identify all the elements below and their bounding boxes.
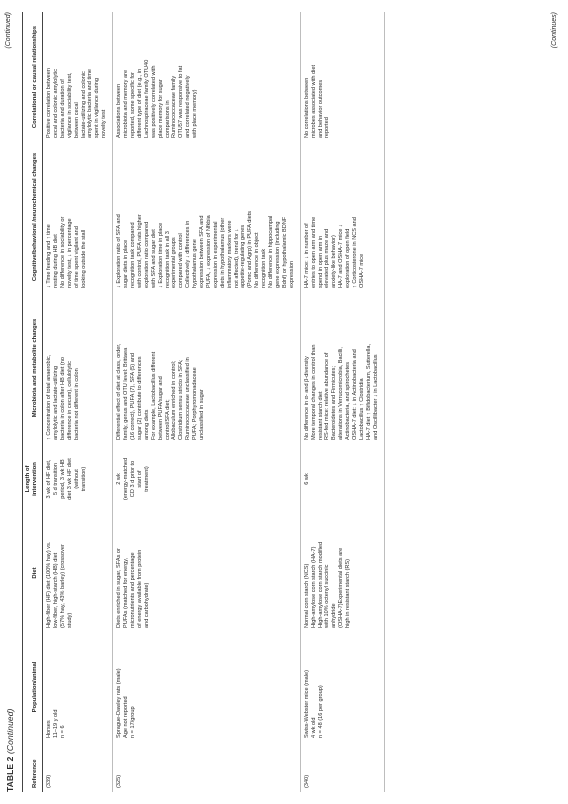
cell-diet-line: and carbohydrate) [143,582,150,628]
continued-bottom-note: (Continues) [551,12,558,49]
cell-microbiota-line: HA-7 diet ↑ Bifidobacterium, Sutterella, [365,343,372,440]
header-relationships: Correlational or causal relationships [23,12,43,142]
cell-relationships-line: bacteria and duration of [59,79,66,138]
cell-cognitive [300,142,384,292]
cell-microbiota-line: sugar (2) contribute to differences [136,356,143,440]
cell-microbiota-line: and Oscillibacter ↓ in Lactobacillus [372,354,379,440]
cell-population-line: Age not reported [123,696,130,738]
cell-cognitive-line: recognition task compared [129,222,136,288]
cell-cognitive [43,142,113,292]
cell-microbiota-line: between PUFA/sugar and [157,376,164,440]
cell-length-line: 5 d transition [52,462,59,496]
cell-microbiota-line: Allobaculum enriched in control; [171,360,178,440]
cell-length-line: period, 3 wk HB [59,459,66,499]
cell-microbiota-line: amylolytic and lactate-utilizing [52,366,59,440]
cell-microbiota-line: Differential effect of diet at class, order, [116,343,123,440]
cell-relationships-line: and behavior outcomes [317,79,324,138]
cell-cognitive-line: (Pomc and Agrp) in PUFA diets [247,210,254,288]
cell-cognitive-line: ↑ Corticosterone in NCS and [352,217,359,288]
cell-population-line: n = 6 [59,725,66,738]
cell-cognitive-line: inflammatory markers were [226,220,233,288]
cell-population-line: 11–19 y old [52,709,59,738]
cell-cognitive-line: PUFA, ↓ expression of Nfkbia [205,215,212,288]
cell-microbiota-line: No difference in α- and β-diversity [303,356,310,440]
cell-cognitive-line: exploration of open field [345,228,352,288]
cell-cognitive-line: novelty test, ↓ in percentage [66,218,73,288]
cell-microbiota-line: control/SFA diet; [164,399,171,440]
cell-cognitive-line: not affected), trend for ↓ [233,228,240,288]
cell-length-line: treatment) [143,466,150,492]
cell-population [113,632,301,742]
cell-cognitive-line: No difference in hippocampal [268,215,275,288]
cell-length-line: diet 3 wk HF diet [66,458,73,500]
cell-microbiota-line: family, genus and OTU level: Brittaea [123,347,130,440]
table-row [113,12,301,792]
cell-cognitive-line: gene expression (including [275,221,281,288]
cell-relationships-line: different type of diet (e.g., in [136,68,143,138]
cell-relationships-line: microbiota and memory are [123,69,130,138]
cell-microbiota-line: difference in cecum), cellulolytic [66,361,73,440]
cell-diet [300,514,384,632]
cell-diet-line: (OSHA-7)Experimental diets are [338,547,345,628]
cell-diet-line: PUFAs (matched for energy, [123,557,130,628]
cell-cognitive-line: experimental groups [171,237,178,288]
cell-diet-line: Normal corn starch (NCS) [303,563,310,628]
cell-microbiota-line: For example, Lactobacillus different [150,351,157,440]
cell-microbiota [43,292,113,444]
cell-length [43,444,113,514]
cell-reference: (325) [113,742,301,792]
table-row [300,12,384,792]
cell-population-line: Sprague-Dawley rats (male) [116,668,123,738]
cell-cognitive-line: expression in experimental [212,221,219,288]
data-table [22,12,385,792]
cell-cognitive-line: anxiety-like behavior) [331,235,338,288]
cell-relationships [43,12,113,142]
cell-relationships-line: between cecal [73,102,80,138]
cell-relationships-line: microbes associated with diet [310,64,317,138]
cell-cognitive-line: No difference in object [254,232,261,288]
cell-relationships-line: amylolytic bacteria and time [87,68,94,138]
cell-cognitive-line: ↓ Time feeding and ↑ time [46,224,52,288]
cell-length-line: 3 wk of HF diet, [46,459,52,499]
cell-length [113,444,301,514]
cell-population-line: Swiss-Webster mice (male) [303,670,310,738]
cell-microbiota-line: unclassified in sugar [199,389,206,440]
cell-microbiota-line: Actinobacteria, and spirochetes [345,361,352,440]
cell-relationships-line: vigilance in sociability test, [66,72,73,138]
cell-relationships-line: and correlated negatively [185,75,192,138]
cell-length-line: start of [136,470,143,488]
cell-microbiota-line: alterations in Verrucomicrobia, Bacilli, [338,347,345,440]
cell-relationships-line: Positive correlation between [46,68,52,138]
cell-relationships [300,12,384,142]
cell-cognitive-line: spend in open arm in [317,235,324,288]
cell-relationships-line: lactate-utilizing and colonic [80,71,87,138]
cell-diet-line: with 10% octenyl succinic [324,564,331,628]
cell-relationships-line: Associations between [116,83,123,138]
header-reference: Reference [23,742,43,792]
cell-relationships-line: novelty test [101,109,108,138]
cell-microbiota-line: bacteria in colon after HB diet (no [59,356,66,440]
cell-relationships-line: Lachnospiraceae family OTU40 [143,59,150,138]
cell-relationships-line: reported [324,117,331,138]
cell-cognitive-line: expression between SFA and [199,215,206,288]
cell-population [43,632,113,742]
continued-top-note: (Continued) [5,12,12,49]
table-body [43,12,385,792]
cell-relationships-line: was positively correlated with [150,65,157,138]
cell-cognitive-line: exploration ratio compared [143,221,150,288]
cell-cognitive-line: sugar diets in place [123,239,130,288]
header-population: Population/animal [23,632,43,742]
cell-length-line: (energy-matched [123,457,130,501]
cell-population [300,632,384,742]
header-microbiota: Microbiota and metabolite changes [23,292,43,444]
cell-diet-line: Diets enriched in sugar, SFAs or [116,548,123,628]
cell-diet [113,514,301,632]
cell-length-line: CD 3 d prior to [129,460,136,498]
cell-diet-line: High-fiber (HF) diet (100% hay) vs. [46,541,52,628]
cell-cognitive-line: HA-7 mice: ↓ in number of [303,223,310,288]
table-caption [5,709,15,792]
cell-microbiota-line: PUFA; Porphyromonadaceae [192,367,199,440]
cell-relationships-line: OTU57 was responsive to fat [178,65,185,138]
cell-relationships-line: No correlations between [303,77,310,138]
cell-cognitive-line: expression [288,260,295,288]
cell-cognitive-line: ↓ Exploration ratio of SFA and [116,214,123,288]
cell-diet-line: low-fiber, high-starch (HB) diet [52,552,59,628]
cell-length [300,444,384,514]
cell-microbiota-line: (16 correct), PUFA (7), SFA (5) and [129,352,136,440]
cell-microbiota-line: Bacteroidetes and Firmicutes; [331,366,338,440]
cell-reference: (340) [300,742,384,792]
cell-length-line: (without [73,469,80,489]
cell-diet-line: study) [66,612,73,628]
cell-population-line: Horses [46,720,52,738]
cell-cognitive [113,142,301,292]
cell-microbiota-line: bacteria not different in colon [73,368,80,440]
cell-diet [43,514,113,632]
cell-microbiota-line: OSHA-7 diet: ↓ in Actinobacteria and [352,349,359,440]
cell-relationships [113,12,301,142]
cell-cognitive-line: recognition task [261,248,268,288]
cell-cognitive-line: diets in hypothalamus (other [219,217,226,288]
cell-cognitive-line: appetite-regulating genes [240,224,247,288]
cell-cognitive-line: looking outside the stall [80,229,87,288]
cell-cognitive-line: resting during HB diet [52,234,59,288]
header-diet: Diet [23,514,43,632]
cell-microbiota-line: RS-fed mice: relative abundance of [324,352,331,440]
table-continued-note: (Continued) [5,708,15,755]
cell-length-line: 2 wk [116,473,123,485]
cell-relationships-line: with place memory) [192,89,199,138]
cell-diet-line: (57% hay, 43% barley) (crossover [59,544,66,628]
cell-length-line: 6 wk [303,473,310,485]
cell-relationships-line: spent in vigilance during [94,77,101,138]
cell-reference: (339) [43,742,113,792]
cell-cognitive-line: recognition task in all 3 [164,231,171,288]
cell-microbiota [113,292,301,444]
cell-relationships-line: reported, some specific for [129,72,136,138]
header-cognitive: Cognitive/behavioral /neurochemical changes [23,142,43,292]
cell-microbiota-line: resistant starch diet [317,391,324,440]
cell-relationships-line: comparisons in [164,100,171,138]
cell-cognitive-line: elevated plus maze and [324,228,331,288]
cell-cognitive-line: ↓ Exploration time in place [157,222,164,288]
cell-cognitive-line: with control, PUFA rats higher [136,214,143,288]
cell-cognitive-line: with SFA and sugar diet [150,229,157,288]
cell-population-line: n = 48 (16 per group) [317,685,324,738]
header-length: Length of intervention [23,444,43,514]
cell-population-line: n = 17/group [129,706,136,738]
cell-length-line: transition) [80,466,87,492]
cell-microbiota [300,292,384,444]
table-row [43,12,113,792]
cell-diet-line: High-amylose corn starch (HA-7) [310,546,317,628]
cell-relationships-line: place memory for sugar [157,79,164,138]
cell-microbiota-line: among diets [143,409,150,440]
cell-microbiota-line: Clostridium sensu stricto in SFA; [178,359,185,440]
cell-diet-line: High-amylose corn starch modified [317,541,324,628]
cell-diet-line: of energy available from protein [136,549,143,628]
cell-microbiota-line: Lactobacillus ↑ Clostridia [358,378,365,440]
cell-relationships-line: cecal and colonic amylolytic [52,68,59,138]
cell-diet-line: micronutrients and percentage [129,552,136,628]
cell-cognitive-line: of time spent vigilant and [73,226,80,288]
cell-relationships-line: Ruminococcaceae family [171,75,178,138]
cell-cognitive-line: OSHA-7 mice [358,253,365,288]
cell-diet-line: anhydride [331,603,338,628]
cell-microbiota-line: Ruminococcaceae unclassified in [185,357,192,440]
cell-microbiota-line: More temporal changes in control than [310,344,317,440]
cell-cognitive-line: compared with control [178,233,185,288]
cell-cognitive-line: entries to open arm and time [310,216,317,288]
cell-population-line: 4 wk old [310,717,317,738]
cell-cognitive-line: Collectively ↓ differences in [185,220,192,288]
cell-cognitive-line: hypothalamus gene [192,239,199,288]
cell-cognitive-line: Bdnf) or hypothalamic BDNF [281,216,288,288]
header-row [23,12,43,792]
table-label: TABLE 2 [5,756,15,792]
cell-cognitive-line: No difference in sociability or [59,216,66,288]
cell-cognitive-line: HA-7 and OSHA-7 mice ↓ [338,224,345,288]
cell-diet-line: high in resistant starch (RS) [345,558,352,628]
cell-microbiota-line: ↑ Concentration of total anaerobic, [46,354,52,440]
